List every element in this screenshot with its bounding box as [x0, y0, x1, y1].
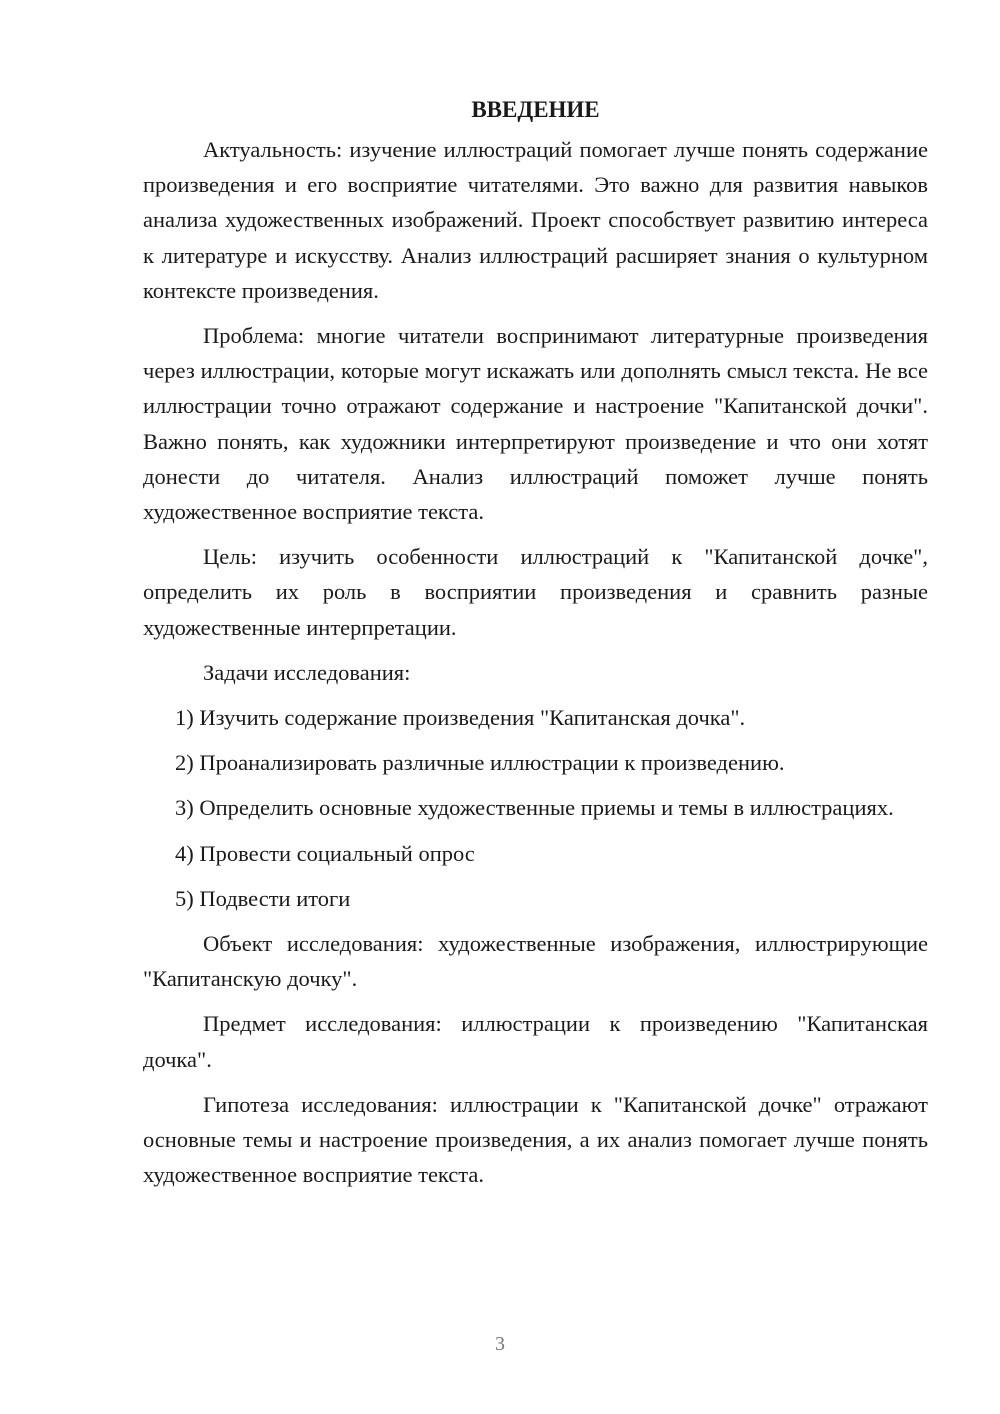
paragraph-problem: Проблема: многие читатели воспринимают литературные произведения через иллюстрации, которые могут искажать или дополнять смысл текста. Не все иллюстрации точно отражают содержание и настроение "Капитанской дочки". Важно понять, как художники интерпретируют произведение и что они хотят донести до читателя. Анализ иллюстраций поможет лучше понять художественное восприятие текста.: [143, 323, 928, 525]
paragraph-object: Объект исследования: художественные изображения, иллюстрирующие "Капитанскую дочку".: [143, 931, 928, 992]
task-item-4: 4) Провести социальный опрос: [175, 840, 475, 866]
section-heading: ВВЕДЕНИЕ: [471, 97, 600, 122]
paragraph-subject: Предмет исследования: иллюстрации к произведению "Капитанская дочка".: [143, 1011, 928, 1072]
task-item-2: 2) Проанализировать различные иллюстрации к произведению.: [175, 750, 785, 776]
paragraph-goal: Цель: изучить особенности иллюстраций к "Капитанской дочке", определить их роль в восприятии произведения и сравнить разные художественные интерпретации.: [143, 544, 928, 640]
page-number: 3: [495, 1333, 505, 1355]
task-item-1: 1) Изучить содержание произведения "Капитанская дочка".: [175, 705, 746, 731]
paragraph-relevance: Актуальность: изучение иллюстраций помогает лучше понять содержание произведения и его восприятие читателями. Это важно для развития навыков анализа художественных изображений. Проект способствует развитию интереса к литературе и искусству. Анализ иллюстраций расширяет знания о культурном контексте произведения.: [143, 137, 928, 303]
paragraph-hypothesis: Гипотеза исследования: иллюстрации к "Капитанской дочке" отражают основные темы и настроение произведения, а их анализ помогает лучше понять художественное восприятие текста.: [143, 1091, 928, 1188]
task-item-5: 5) Подвести итоги: [175, 885, 351, 911]
tasks-title: Задачи исследования:: [203, 659, 411, 685]
task-item-3: 3) Определить основные художественные приемы и темы в иллюстрациях.: [175, 795, 894, 821]
document-page: [143, 92, 928, 1202]
